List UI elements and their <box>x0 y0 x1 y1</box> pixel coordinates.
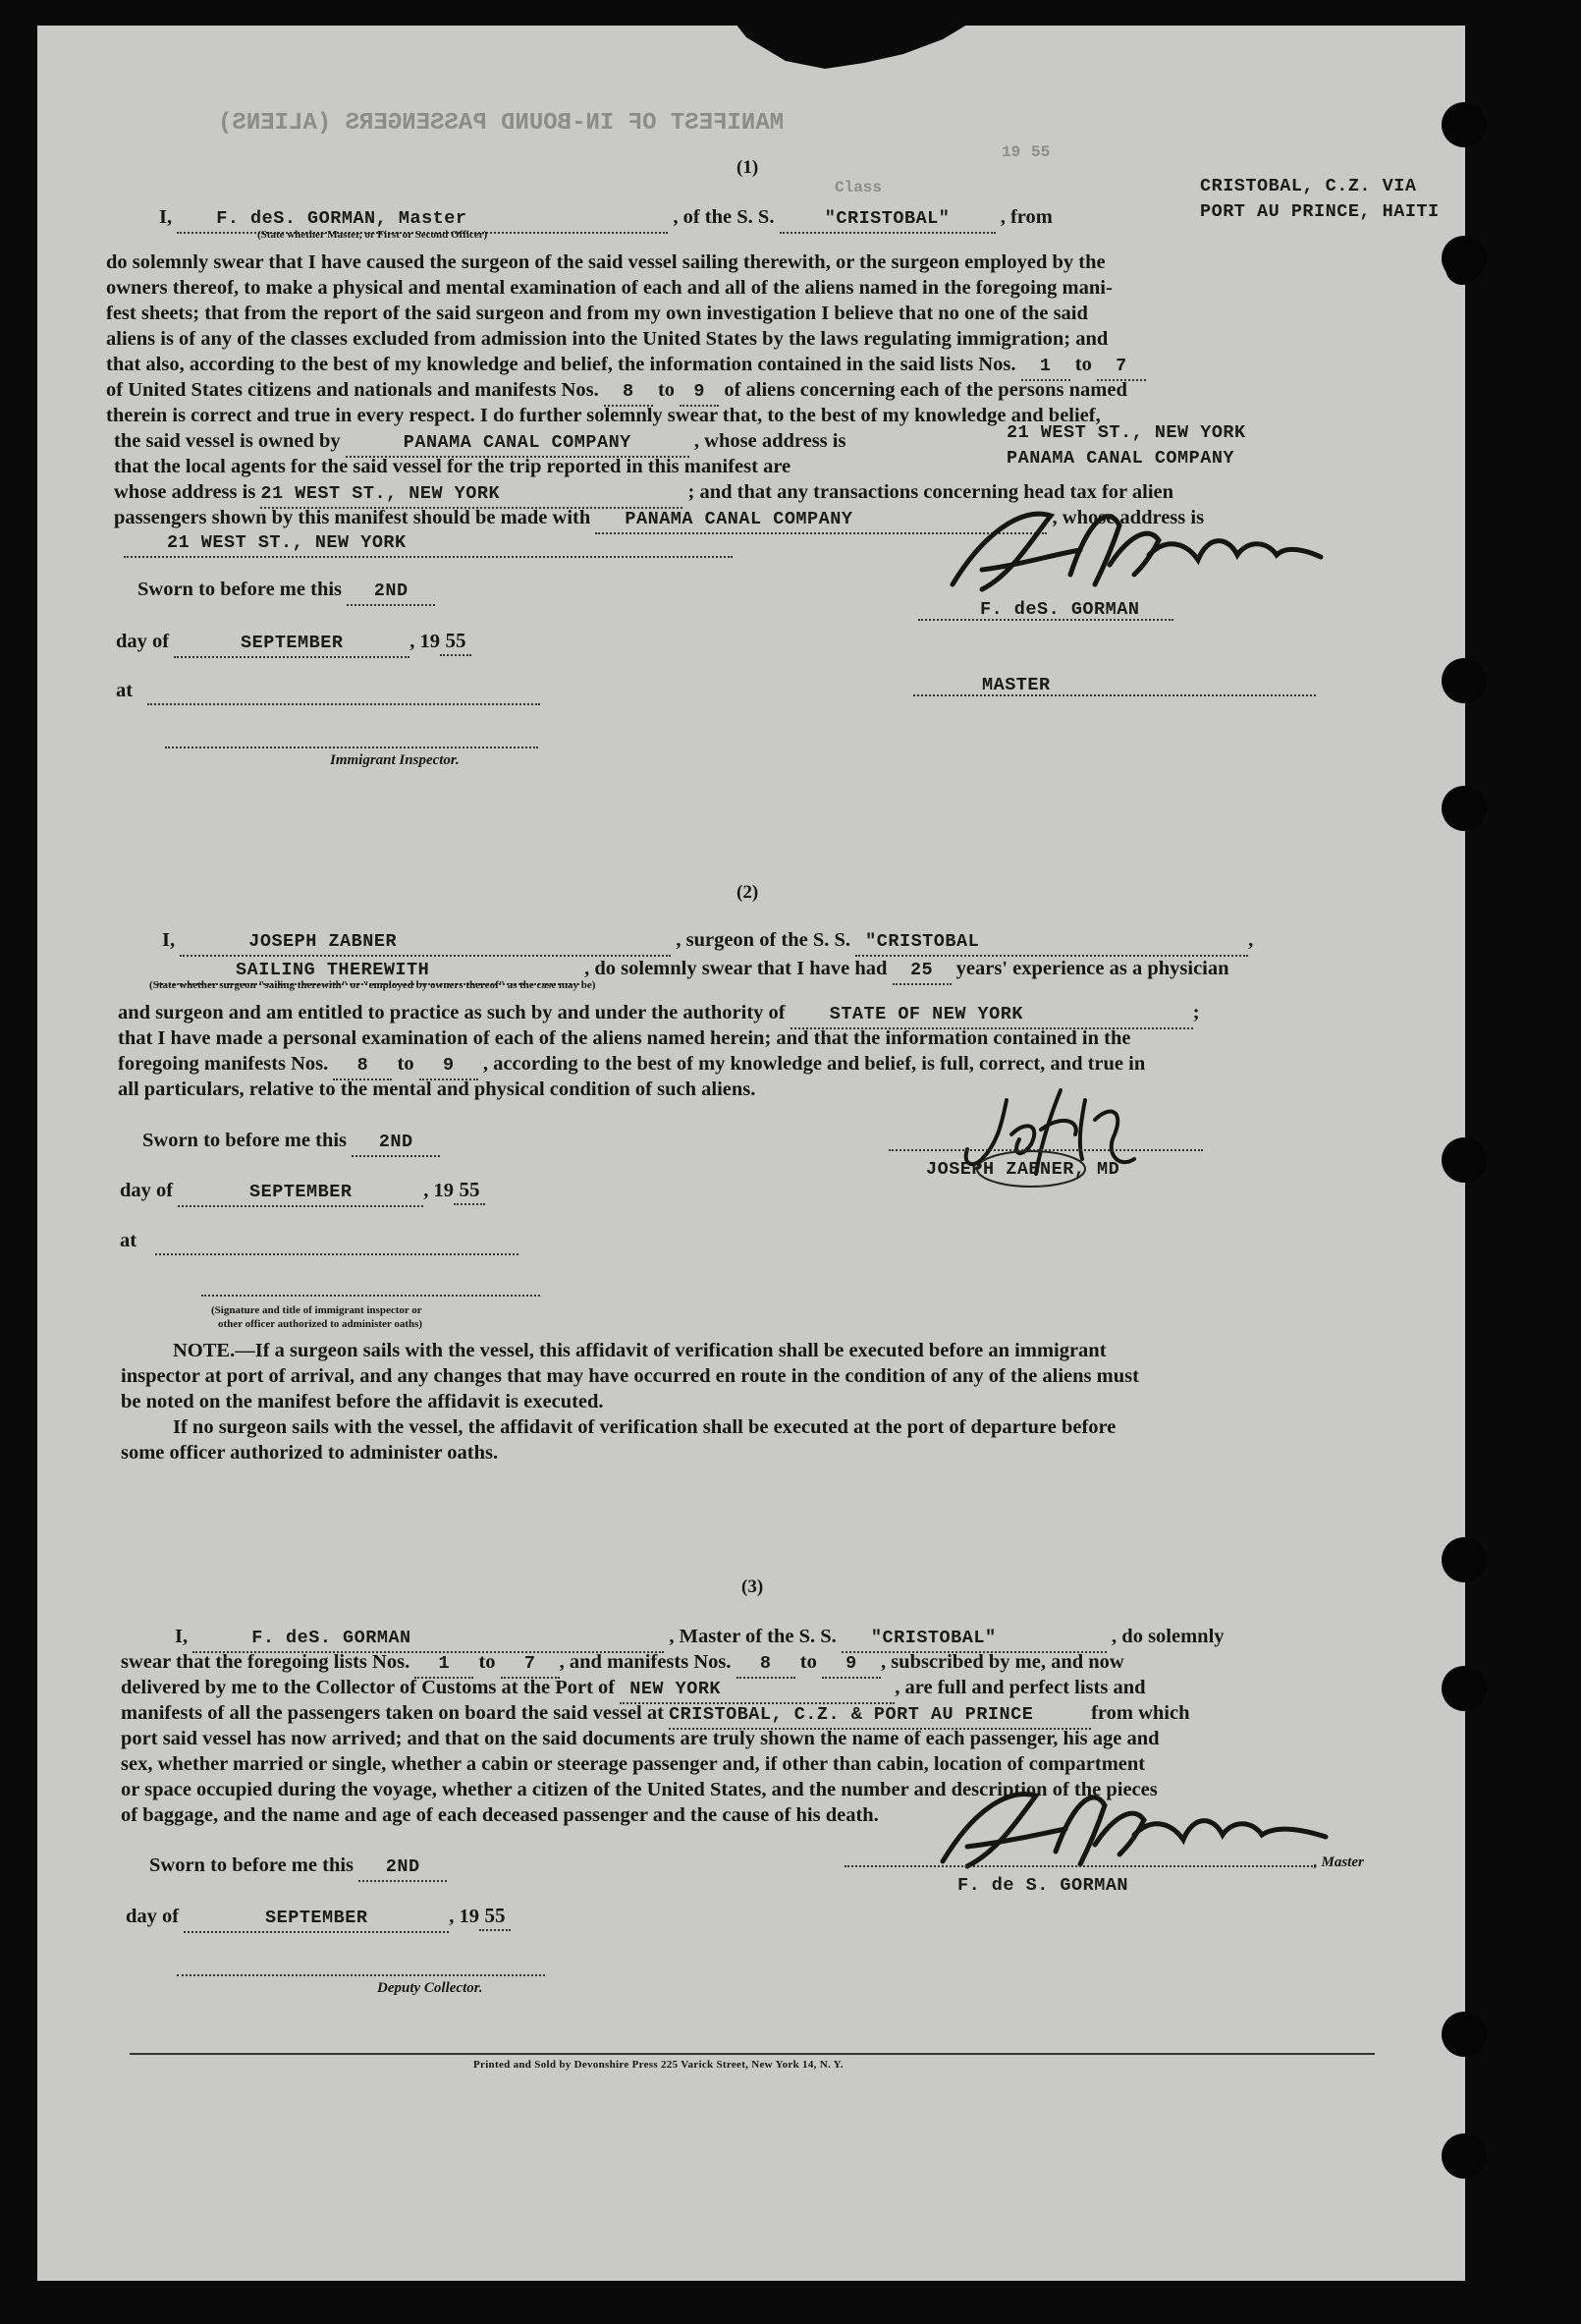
s1-signer-name: F. deS. GORMAN <box>980 599 1140 620</box>
s2-authority: STATE OF NEW YORK <box>829 1004 1023 1024</box>
s3-vessel: "CRISTOBAL" <box>870 1628 997 1648</box>
s1-port-line2 <box>1200 197 1440 225</box>
s1-officer-hint: (State whether Master, or First or Second Officer) <box>257 229 488 241</box>
s3-to: to <box>478 1651 496 1673</box>
s1-from: , from <box>1000 206 1053 228</box>
s1-sworn-line <box>137 577 435 606</box>
s2-sig-hint-1: (Signature and title of immigrant inspector or <box>211 1304 422 1316</box>
s2-sworn: Sworn to before me this <box>142 1130 348 1151</box>
s1-signer-rule <box>918 619 1173 621</box>
s1-text8a: the said vessel is owned by <box>114 430 341 452</box>
footer-rule <box>130 2053 1375 2055</box>
s3-text2a: swear that the foregoing lists Nos. <box>121 1651 410 1673</box>
s2-years-text: years' experience as a physician <box>955 958 1229 979</box>
s1-year: 55 <box>445 629 466 652</box>
s2-signer-rule <box>889 1149 1203 1151</box>
s2-line1: I, JOSEPH ZABNER , surgeon of the S. S. "CRISTOBAL , <box>162 927 1253 957</box>
s1-manifests-from: 8 <box>623 381 634 402</box>
s3-to2: to <box>799 1651 817 1673</box>
s3-sworn-line <box>149 1853 447 1882</box>
s1-agents: PANAMA CANAL COMPANY <box>1007 448 1235 469</box>
s1-title-rule <box>913 694 1316 696</box>
s2-signer-name: JOSEPH ZABNER, MD <box>926 1159 1120 1180</box>
s2-to: to <box>397 1053 414 1075</box>
note-line5: some officer authorized to administer oaths. <box>121 1442 499 1464</box>
binder-hole <box>1442 1537 1487 1582</box>
s2-surgeon-field <box>180 927 671 957</box>
note-line4: If no surgeon sails with the vessel, the affidavit of verification shall be executed at the port of departure before <box>173 1416 1117 1438</box>
note-line3: be noted on the manifest before the affidavit is executed. <box>121 1391 604 1412</box>
s1-vessel: "CRISTOBAL" <box>824 208 951 229</box>
s1-at: at <box>116 680 134 701</box>
s1-signer-title: MASTER <box>982 675 1051 695</box>
s1-text1: do solemnly swear that I have caused the surgeon of the said vessel sailing therewith, or the surgeon employed by the <box>106 251 1106 273</box>
s2-text6: all particulars, relative to the mental and physical condition of such aliens. <box>118 1079 756 1100</box>
s1-port-1: CRISTOBAL, C.Z. VIA <box>1200 176 1417 196</box>
bleed-through-year: 55 <box>1031 143 1051 161</box>
s2-date-line <box>120 1177 485 1207</box>
s1-manifests-to: 9 <box>693 381 705 402</box>
s1-text9 <box>114 454 790 479</box>
s1-to: to <box>1074 354 1092 375</box>
s1-owner: PANAMA CANAL COMPANY <box>403 432 631 453</box>
s1-headtax-party: PANAMA CANAL COMPANY <box>625 509 853 529</box>
s1-text8b: , whose address is <box>693 430 846 452</box>
s2-year-prefix: , 19 <box>423 1180 454 1201</box>
s1-agents-address: 21 WEST ST., NEW YORK <box>260 483 501 504</box>
s1-inspector-label: Immigrant Inspector. <box>330 752 460 768</box>
s3-signer-line <box>957 1871 1128 1899</box>
note-line2: inspector at port of arrival, and any changes that may have occurred en route in the condition of any of the aliens must <box>121 1365 1139 1387</box>
s2-sailing: SAILING THEREWITH <box>236 960 430 980</box>
s1-text9a: that the local agents for the said vessel for the trip reported in this manifest are <box>114 456 791 477</box>
s1-date-line <box>116 628 471 658</box>
s3-manifests-from: 8 <box>759 1653 772 1674</box>
binder-hole <box>1442 2133 1487 2179</box>
s2-sworn-day-field <box>352 1128 440 1157</box>
binder-hole <box>1442 1137 1487 1183</box>
s2-manifests-from: 8 <box>356 1055 369 1076</box>
s1-inspector-rule <box>165 747 538 748</box>
s1-at-line <box>116 678 540 705</box>
s3-text5: port said vessel has now arrived; and that on the said documents are truly shown the name of each passenger, his age and <box>121 1728 1160 1749</box>
note-line1: NOTE.—If a surgeon sails with the vessel, this affidavit of verification shall be executed before an immigrant <box>173 1340 1107 1361</box>
s1-month-field <box>174 629 409 658</box>
s3-manifests-to: 9 <box>845 1653 857 1674</box>
s3-port: NEW YORK <box>629 1679 722 1699</box>
s2-years-field <box>893 956 952 985</box>
s1-port-2: PORT AU PRINCE, HAITI <box>1200 201 1440 222</box>
s1-year-prefix: , 19 <box>409 631 440 652</box>
s1-i: I, <box>159 206 173 228</box>
s1-headtax-address-field <box>124 528 733 558</box>
s2-at: at <box>120 1230 137 1251</box>
s1-text11b: , whose address is <box>1052 507 1205 528</box>
s2-swear-text: , do solemnly swear that I have had <box>584 958 888 979</box>
s3-text3a: delivered by me to the Collector of Customs at the Port of <box>121 1677 616 1698</box>
s1-lists-from: 1 <box>1039 356 1052 376</box>
s2-surgeon-of: , surgeon of the S. S. <box>676 929 851 951</box>
s1-master-signature <box>913 496 1326 604</box>
s1-port-line1 <box>1200 172 1416 199</box>
s3-text8: of baggage, and the name and age of each deceased passenger and the cause of his death. <box>121 1804 879 1826</box>
s2-years: 25 <box>909 960 934 980</box>
binder-hole <box>1442 1666 1487 1711</box>
s1-year-field <box>440 628 471 656</box>
s2-text4: that I have made a personal examination of each of the aliens named herein; and that the information contained in the <box>118 1027 1131 1049</box>
s3-text3b: , are full and perfect lists and <box>895 1677 1146 1698</box>
binder-hole <box>1445 251 1479 285</box>
s2-month-field <box>178 1178 423 1207</box>
s3-sworn-day-field <box>358 1853 447 1882</box>
s3-year-prefix: , 19 <box>449 1906 479 1927</box>
bleed-through-class: Class <box>835 179 883 196</box>
s3-text4a: manifests of all the passengers taken on board the said vessel at <box>121 1702 664 1724</box>
bleed-through-year-prefix: 19 <box>1002 143 1021 161</box>
s3-master-of: , Master of the S. S. <box>669 1626 837 1647</box>
s3-text4b: from which <box>1091 1702 1190 1724</box>
s3-master-name: F. deS. GORMAN <box>251 1628 411 1648</box>
s2-manifests-to: 9 <box>442 1055 455 1076</box>
s3-departure-port: CRISTOBAL, C.Z. & PORT AU PRINCE <box>669 1704 1034 1725</box>
s1-owner-address-line <box>1007 418 1246 446</box>
s3-master-label: , Master <box>1314 1854 1364 1870</box>
binder-hole <box>1442 658 1487 703</box>
s1-at-field <box>147 678 540 705</box>
s2-sig-rule <box>201 1295 540 1297</box>
s2-sig-hint-2: other officer authorized to administer oaths) <box>218 1318 423 1330</box>
s1-text10b: ; and that any transactions concerning head tax for alien <box>687 481 1174 503</box>
s1-master-name: F. deS. GORMAN, Master <box>216 208 467 229</box>
s3-i: I, <box>175 1626 189 1647</box>
s1-headtax-address: 21 WEST ST., NEW YORK <box>167 532 407 553</box>
s2-at-line <box>120 1228 518 1255</box>
s1-text2: owners thereof, to make a physical and mental examination of each and all of the aliens named in the foregoing mani- <box>106 277 1113 299</box>
s2-sworn-line <box>142 1128 440 1157</box>
s3-sworn: Sworn to before me this <box>149 1854 354 1876</box>
s3-day-of: day of <box>126 1906 180 1927</box>
s3-year: 55 <box>484 1904 506 1927</box>
s1-sworn-day: 2ND <box>373 581 409 601</box>
section-1-number: (1) <box>736 157 759 178</box>
s3-month-field <box>184 1904 449 1933</box>
s2-text5a: foregoing manifests Nos. <box>118 1053 329 1075</box>
s1-text7: therein is correct and true in every respect. I do further solemnly swear that, to the best of my knowledge and belief, <box>106 405 1101 426</box>
s1-text3: fest sheets; that from the report of the said surgeon and from my own investigation I believe that no one of the said <box>106 303 1088 324</box>
s2-text3a: and surgeon and am entitled to practice as such by and under the authority of <box>118 1002 786 1024</box>
s2-year: 55 <box>459 1178 480 1201</box>
printer-imprint: Printed and Sold by Devonshire Press 225 Varick Street, New York 14, N. Y. <box>473 2059 844 2071</box>
s1-to2: to <box>657 379 676 401</box>
s3-text7: or space occupied during the voyage, whether a citizen of the United States, and the number and description of the pieces <box>121 1779 1158 1800</box>
s1-agents-line <box>1007 444 1234 471</box>
s1-text4: aliens is of any of the classes excluded from admission into the United States by the laws regulating immigration; and <box>106 328 1109 350</box>
s2-month: SEPTEMBER <box>249 1182 353 1202</box>
s3-master-signature <box>903 1778 1336 1876</box>
s3-year-field <box>479 1903 511 1931</box>
s3-month: SEPTEMBER <box>265 1908 368 1928</box>
s3-text2c: , subscribed by me, and now <box>880 1651 1124 1673</box>
binder-hole <box>1442 786 1487 831</box>
s2-at-field <box>155 1228 518 1255</box>
s3-lists-to: 7 <box>523 1653 536 1674</box>
s1-day-of: day of <box>116 631 170 652</box>
torn-edge <box>0 0 1581 108</box>
s3-signer-name: F. de S. GORMAN <box>957 1875 1129 1896</box>
s1-text6b: of aliens concerning each of the persons named <box>724 379 1127 401</box>
s3-sworn-day: 2ND <box>385 1856 420 1877</box>
s2-i: I, <box>162 929 176 951</box>
s2-line3: and surgeon and am entitled to practice as such by and under the authority of STATE OF NEW YORK ; <box>118 1000 1200 1029</box>
s2-text5b: , according to the best of my knowledge and belief, is full, correct, and true in <box>482 1053 1146 1075</box>
s3-collector-label: Deputy Collector. <box>377 1980 483 1996</box>
s1-headtax-address-line <box>124 528 733 558</box>
s1-text11a: passengers shown by this manifest should be made with <box>114 507 591 528</box>
bleed-through-header: MANIFEST OF IN-BOUND PASSENGERS (ALIENS) <box>218 110 785 137</box>
section-3-number: (3) <box>741 1577 764 1597</box>
s3-lists-from: 1 <box>438 1653 451 1674</box>
s1-sworn: Sworn to before me this <box>137 579 343 600</box>
s2-hint: (State whether surgeon "sailing therewith" or "employed by owners thereof" as the case may be) <box>149 979 596 991</box>
s3-collector-rule <box>177 1974 545 1976</box>
s1-of-ss: , of the S. S. <box>673 206 775 228</box>
s3-solemnly: , do solemnly <box>1112 1626 1225 1647</box>
s3-date-line <box>126 1903 511 1933</box>
s3-signer-rule <box>845 1865 1316 1867</box>
binder-hole <box>1442 102 1487 147</box>
s1-sworn-day-field <box>347 577 435 606</box>
s1-text10a: whose address is <box>114 481 256 503</box>
s2-vessel-field <box>855 927 1248 957</box>
section-2-number: (2) <box>736 882 759 903</box>
s3-text2b: , and manifests Nos. <box>559 1651 732 1673</box>
s1-lists-to: 7 <box>1116 356 1127 376</box>
s1-month: SEPTEMBER <box>241 633 344 653</box>
s2-surgeon-name: JOSEPH ZABNER <box>248 931 398 952</box>
s1-text5a: that also, according to the best of my knowledge and belief, the information contained in the said lists Nos. <box>106 354 1016 375</box>
s1-text6a: of United States citizens and nationals and manifests Nos. <box>106 379 599 401</box>
binder-hole <box>1442 2012 1487 2057</box>
s1-vessel-field <box>780 204 996 234</box>
s2-signer-line <box>926 1155 1119 1183</box>
s1-owner-address: 21 WEST ST., NEW YORK <box>1007 422 1246 443</box>
s3-text6: sex, whether married or single, whether a cabin or steerage passenger and, if other than cabin, location of compartment <box>121 1753 1146 1775</box>
s2-sworn-day: 2ND <box>378 1132 413 1152</box>
s2-day-of: day of <box>120 1180 174 1201</box>
s2-vessel: "CRISTOBAL <box>865 931 980 952</box>
s2-year-field <box>454 1177 485 1205</box>
